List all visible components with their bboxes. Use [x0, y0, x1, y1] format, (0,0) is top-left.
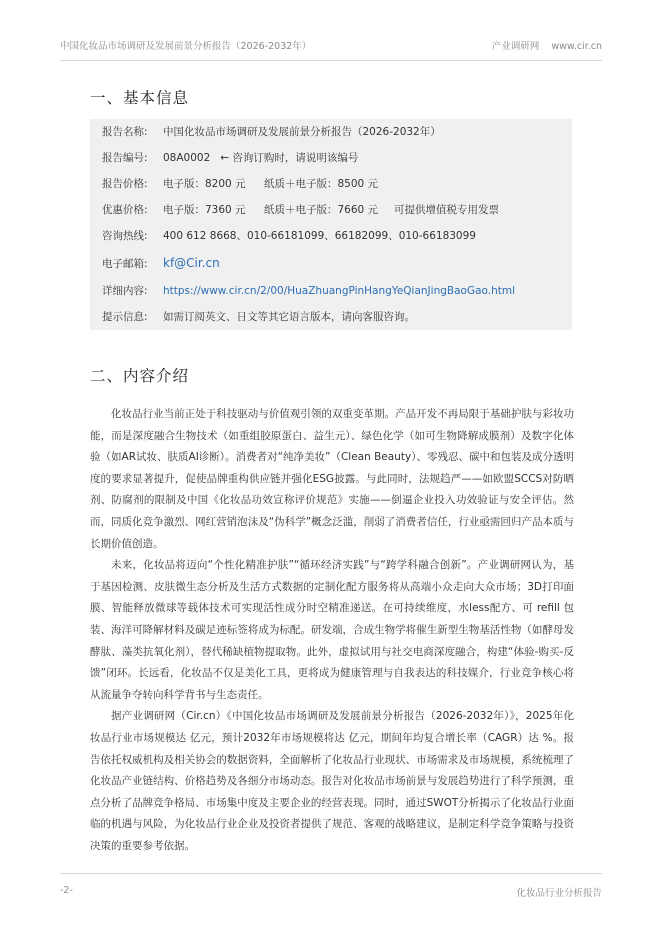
info-label: 提示信息: — [102, 311, 148, 323]
header-divider — [60, 60, 602, 61]
info-label: 电子邮箱: — [102, 258, 148, 270]
info-label: 咨询热线: — [102, 230, 148, 242]
content-paragraph-1: 化妆品行业当前正处于科技驱动与价值观引领的双重变革期。产品开发不再局限于基础护肤与彩妆功能，而是深度融合生物技术（如重组胶原蛋白、益生元）、绿色化学（如可生物降解成膜剂）及数字化体验（如AR试妆、肤质AI诊断）。消费者对“纯净美妆”（Clean Beauty）、零残忍、碳中和包装及成分透明度的要求显著提升，促使品牌重构供应链并强化ESG披露。与此同时，法规趋严——如欧盟SCCS对防晒剂、防腐剂的限制及中国《化妆品功效宣称评价规范》实施——倒逼企业投入功效验证与安全评估。然而，同质化竞争激烈、网红营销泡沫及“伪科学”概念泛滥，削弱了消费者信任，行业亟需回归产品本质与长期价值创造。 — [90, 408, 574, 550]
header-brand: 产业调研网 — [491, 41, 540, 52]
info-row-discount — [102, 198, 499, 222]
content-paragraph-2: 未来，化妆品将迈向“个性化精准护肤”“循环经济实践”与“跨学科融合创新”。产业调研网认为，基于基因检测、皮肤微生态分析及生活方式数据的定制化配方服务将从高端小众走向大众市场；3D打印面膜、智能释放微球等载体技术可实现活性成分时空精准递送。在可持续维度，水less配方、可 refill 包装、海洋可降解材料及碳足迹标签将成为标配。研发端，合成生物学将催生新型生物基活性物（如酵母发酵肽、藻类抗氧化剂），替代稀缺植物提取物。此外，虚拟试用与社交电商深度融合，构建“体验-购买-反馈”闭环。长远看，化妆品不仅是美化工具，更将成为健康管理与自我表达的科技媒介，行业竞争核心将从流量争夺转向科学背书与生态责任。 — [90, 559, 574, 701]
info-label: 优惠价格: — [102, 204, 148, 216]
info-label: 报告价格: — [102, 178, 148, 190]
price-electronic: 电子版：8200 元 — [163, 178, 246, 190]
footer-divider — [60, 873, 602, 874]
info-row-email — [102, 251, 220, 275]
info-row-tip — [102, 305, 415, 329]
report-no-note: ← 咨询订购时，请说明该编号 — [220, 152, 359, 164]
info-row-url — [102, 279, 515, 303]
tip-value: 如需订阅英文、日文等其它语言版本，请向客服咨询。 — [163, 311, 415, 323]
report-name-value: 中国化妆品市场调研及发展前景分析报告（2026-2032年） — [163, 126, 441, 138]
email-link[interactable]: kf@Cir.cn — [163, 256, 220, 270]
info-row-hotline — [102, 224, 476, 248]
info-label: 报告编号: — [102, 152, 148, 164]
info-label: 报告名称: — [102, 126, 148, 138]
hotline-value: 400 612 8668、010-66181099、66182099、010-66183099 — [163, 230, 476, 242]
section-title-content: 二、内容介绍 — [90, 367, 190, 385]
discount-electronic: 电子版：7360 元 — [163, 204, 246, 216]
info-row-report-name — [102, 120, 441, 144]
invoice-note: 可提供增值税专用发票 — [394, 204, 499, 216]
discount-paper-electronic: 纸质＋电子版：7660 元 — [264, 204, 379, 216]
header-report-title: 中国化妆品市场调研及发展前景分析报告（2026-2032年） — [60, 41, 312, 52]
info-label: 详细内容: — [102, 285, 148, 297]
header-right — [480, 38, 602, 52]
section-title-basic-info: 一、基本信息 — [90, 89, 190, 107]
header-site[interactable]: www.cir.cn — [551, 41, 602, 52]
footer-category: 化妆品行业分析报告 — [516, 888, 602, 899]
content-intro — [90, 404, 574, 857]
page-number: -2- — [60, 885, 73, 896]
basic-info-box — [90, 119, 572, 330]
info-row-price — [102, 172, 378, 196]
report-no-value: 08A0002 — [163, 152, 211, 164]
info-row-report-no — [102, 146, 358, 170]
content-paragraph-3: 据产业调研网（Cir.cn）《中国化妆品市场调研及发展前景分析报告（2026-2032年）》，2025年化妆品行业市场规模达 亿元，预计2032年市场规模将达 亿元，期间年均复合增长率（CAGR）达 %。报告依托权威机构及相关协会的数据资料，全面解析了化妆品行业现状、市场需求及市场规模，系统梳理了化妆品产业链结构、价格趋势及各细分市场动态。报告对化妆品市场前景与发展趋势进行了科学预测，重点分析了品牌竞争格局、市场集中度及主要企业的经营表现。同时，通过SWOT分析揭示了化妆品行业面临的机遇与风险，为化妆品行业企业及投资者提供了规范、客观的战略建议，是制定科学竞争策略与投资决策的重要参考依据。 — [90, 710, 574, 852]
detail-url-link[interactable]: https://www.cir.cn/2/00/HuaZhuangPinHangYeQianJingBaoGao.html — [163, 285, 516, 297]
price-paper-electronic: 纸质＋电子版：8500 元 — [264, 178, 379, 190]
